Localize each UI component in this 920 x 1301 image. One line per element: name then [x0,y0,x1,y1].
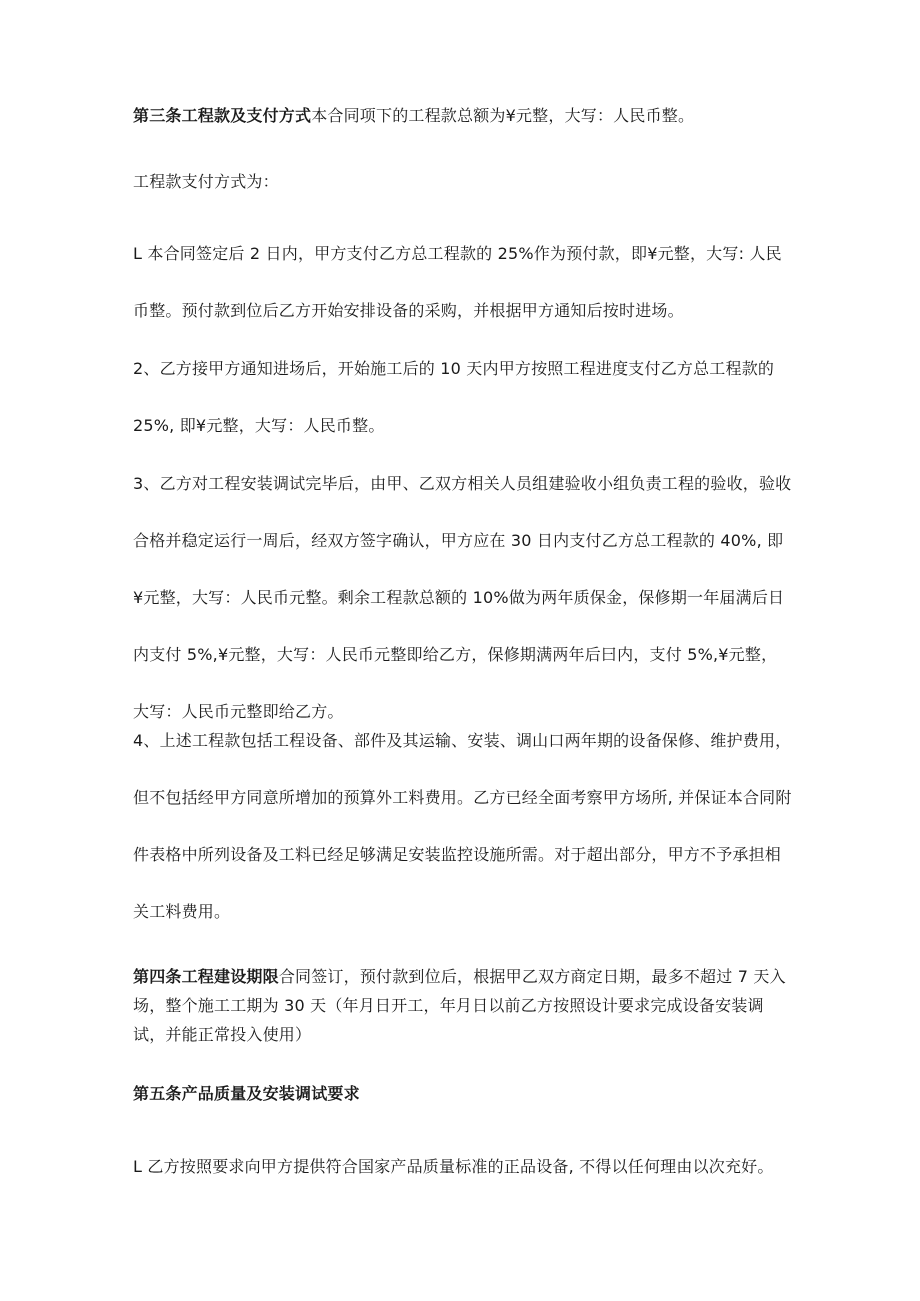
article-4-text: 合同签订，预付款到位后，根据甲乙双方商定日期，最多不超过 7 天入场，整个施工工期为 30 天（年月日开工，年月日以前乙方按照设计要求完成设备安装调试，并能正常投入使用） [133,967,786,1044]
article-3-text: 本合同项下的工程款总额为¥元整，大写：人民币整。 [311,106,695,125]
payment-item-1: L 本合同签定后 2 日内，甲方支付乙方总工程款的 25%作为预付款，即¥元整，大写: 人民币整。预付款到位后乙方开始安排设备的采购，并根据甲方通知后按时进场。 [133,244,782,320]
article-3-paragraph [133,104,793,128]
payment-item-3: 3、乙方对工程安装调试完毕后，由甲、乙双方相关人员组建验收小组负责工程的验收，验收合格并稳定运行一周后，经双方签字确认，甲方应在 30 日内支付乙方总工程款的 40%, 即¥元整，大写：人民币元整。剩余工程款总额的 10%做为两年质保金，保修期一年届满后日内支付 5%,¥元整，大写：人民币元整即给乙方，保修期满两年后曰内，支付 5%,¥元整，大写：人民币元整即给乙方。 [133,474,792,721]
article-3-heading: 第三条工程款及支付方式 [133,106,312,125]
payment-item-2: 2、乙方接甲方通知进场后，开始施工后的 10 天内甲方按照工程进度支付乙方总工程款的 25%, 即¥元整，大写：人民币整。 [133,359,775,435]
payment-item-4: 4、上述工程款包括工程设备、部件及其运输、安装、调山口两年期的设备保修、维护费用，但不包括经甲方同意所增加的预算外工料费用。乙方已经全面考察甲方场所, 并保证本合同附件表格中所列设备及工料已经足够满足安装监控设施所需。对于超出部分，甲方不予承担相关工料费用。 [133,731,792,921]
payment-intro: 工程款支付方式为： [133,172,279,191]
article-4-heading: 第四条工程建设期限 [133,967,279,986]
article-4-paragraph [133,962,793,1049]
article-5-item-1: L 乙方按照要求向甲方提供符合国家产品质量标准的正品设备, 不得以任何理由以次充好。 [133,1157,774,1176]
article-5-heading: 第五条产品质量及安装调试要求 [133,1084,360,1103]
